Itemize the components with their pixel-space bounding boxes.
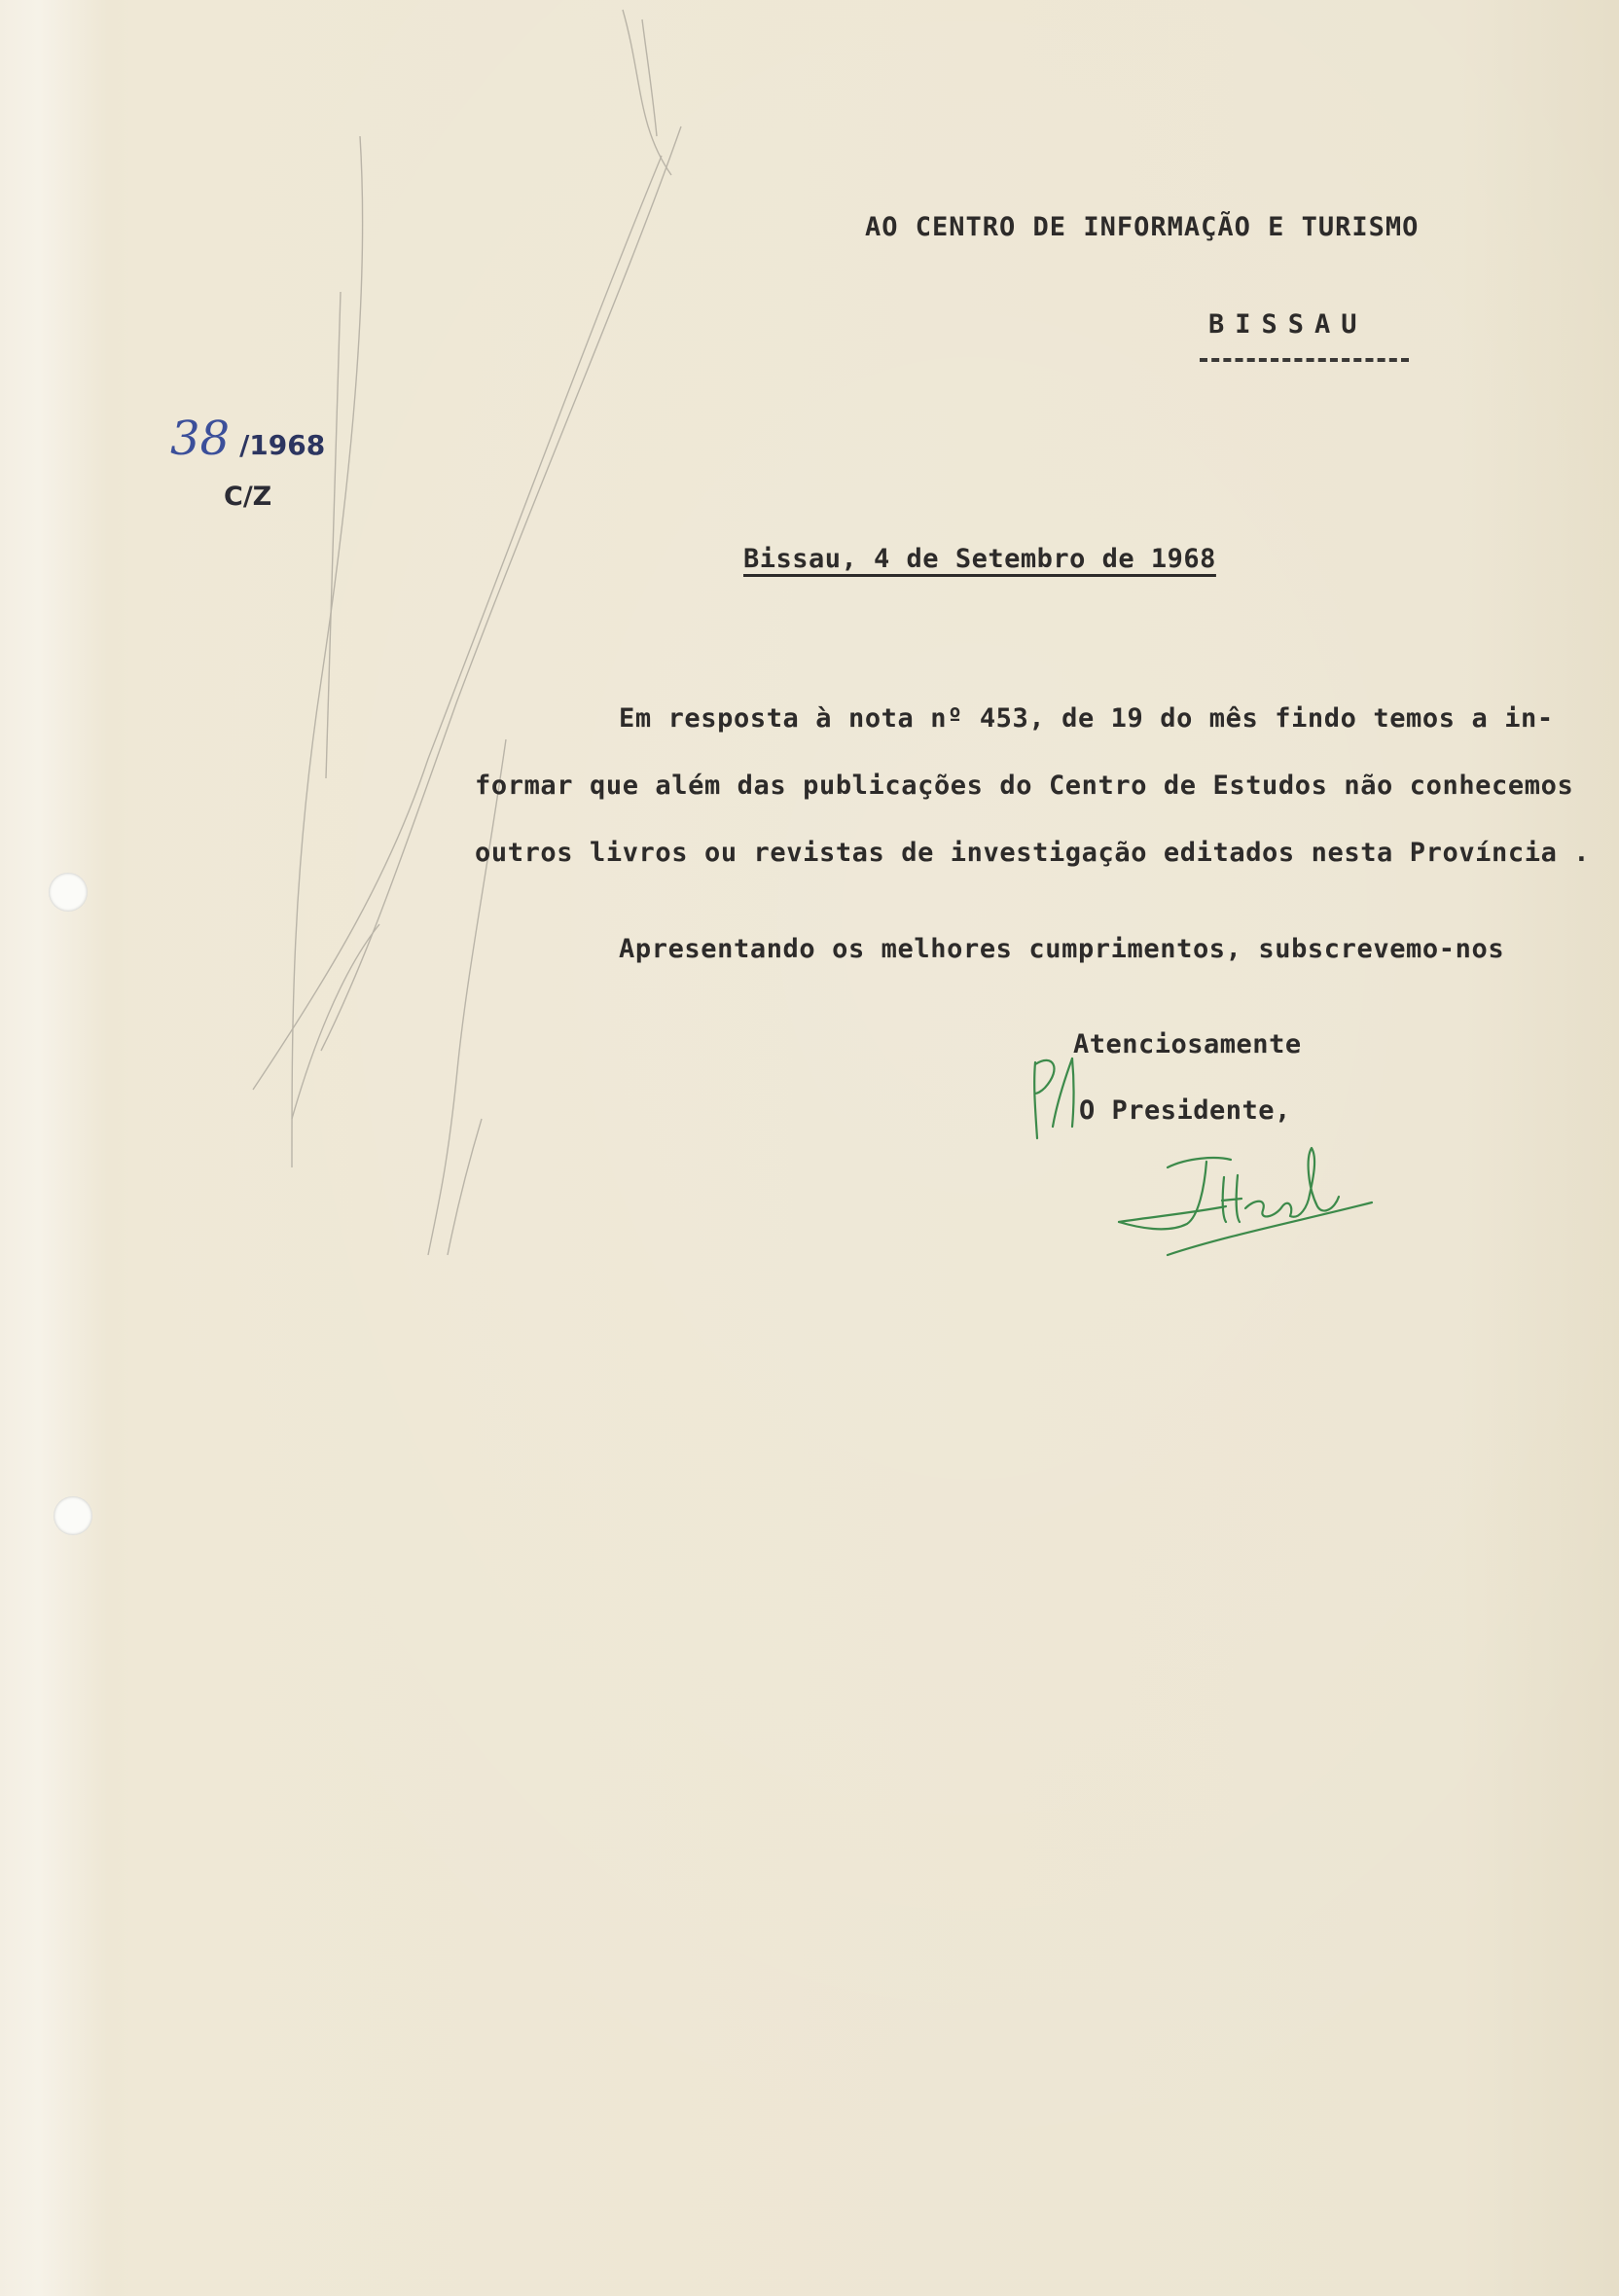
handwritten-reference: [170, 412, 325, 466]
date-line: Bissau, 4 de Setembro de 1968: [743, 544, 1216, 574]
binding-margin: [0, 0, 117, 2296]
body-line-3: outros livros ou revistas de investigação editados nesta Província .: [475, 838, 1591, 868]
city-underline: [1200, 358, 1409, 362]
addressee-line: AO CENTRO DE INFORMAÇÃO E TURISMO: [865, 212, 1420, 242]
signer-title: O Presidente,: [1079, 1095, 1291, 1126]
reference-code: C/Z: [224, 482, 272, 512]
reference-number: 38: [170, 412, 231, 466]
per-procuration-mark: [1024, 1051, 1082, 1143]
closing-salutation: Atenciosamente: [1073, 1029, 1302, 1059]
closing-sentence: Apresentando os melhores cumprimentos, subscrevemo-nos: [619, 934, 1505, 964]
handwritten-signature: [1109, 1138, 1382, 1265]
reference-year: /1968: [239, 429, 326, 461]
punch-hole-top: [49, 873, 88, 912]
body-line-2: formar que além das publicações do Centro de Estudos não conhecemos: [475, 771, 1574, 801]
body-line-1: Em resposta à nota nº 453, de 19 do mês findo temos a in-: [619, 703, 1554, 734]
destination-city: BISSAU: [1208, 309, 1368, 340]
punch-hole-bottom: [54, 1496, 92, 1535]
